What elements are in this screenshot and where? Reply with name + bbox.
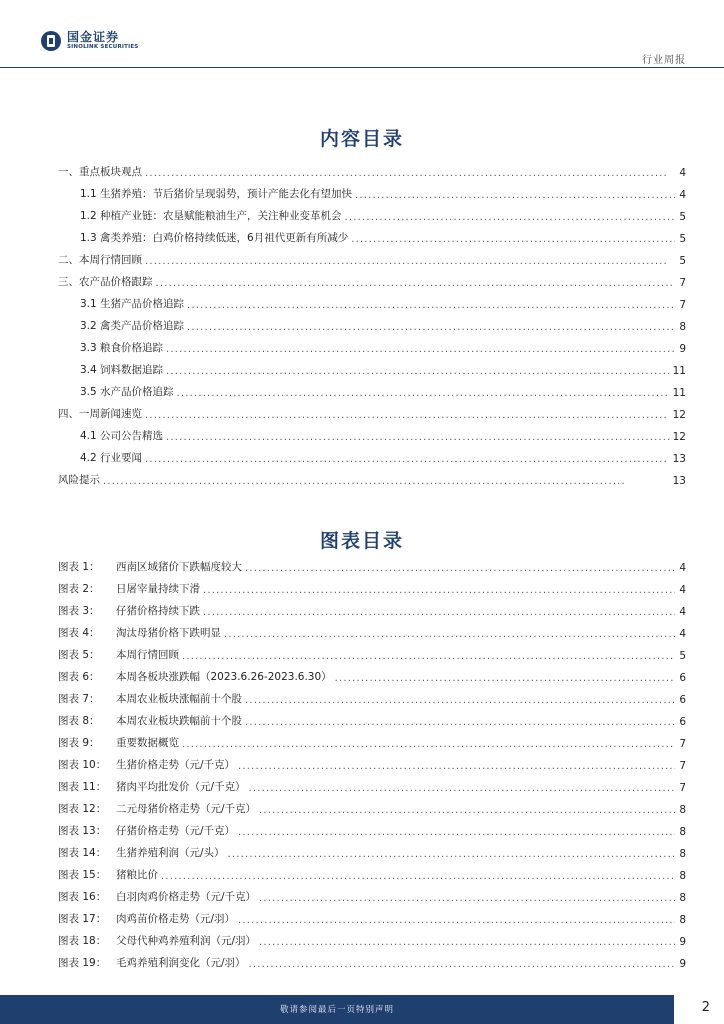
figure-number: 图表 18： — [58, 935, 107, 947]
entry-page-number: 5 — [679, 233, 686, 245]
entry-label: 风险提示 — [58, 474, 100, 486]
entry-page-number: 8 — [679, 914, 686, 926]
dot-leader — [145, 454, 670, 465]
entry-label: 4.2 行业要闻 — [80, 452, 143, 464]
figure-entry[interactable] — [58, 926, 686, 948]
entry-label: 一、重点板块观点 — [58, 166, 142, 178]
figure-number: 图表 17： — [58, 913, 107, 925]
sinolink-logo — [40, 30, 138, 52]
dot-leader — [224, 629, 675, 640]
figure-caption: 日屠宰量持续下滑 — [116, 583, 200, 595]
contents-entry[interactable] — [58, 443, 686, 465]
figure-number: 图表 16： — [58, 891, 107, 903]
contents-entry[interactable] — [58, 377, 686, 399]
entry-page-number: 13 — [672, 453, 686, 465]
dot-leader — [238, 761, 675, 772]
dot-leader — [345, 212, 675, 223]
entry-label — [58, 911, 235, 926]
dot-leader — [182, 739, 675, 750]
entry-label: 3.5 水产品价格追踪 — [80, 386, 174, 398]
dot-leader — [182, 651, 675, 662]
dot-leader — [166, 432, 670, 443]
entry-label — [58, 581, 200, 596]
dot-leader — [145, 410, 670, 421]
figure-entry[interactable] — [58, 618, 686, 640]
dot-leader — [228, 849, 675, 860]
figure-caption: 猪粮比价 — [116, 869, 158, 881]
entry-page-number: 5 — [679, 650, 686, 662]
entry-label: 3.4 饲料数据追踪 — [80, 364, 164, 376]
entry-page-number: 5 — [679, 255, 686, 267]
contents-entry[interactable] — [58, 179, 686, 201]
entry-label — [58, 845, 225, 860]
figure-number: 图表 5： — [58, 649, 100, 661]
figure-caption: 仔猪价格走势（元/千克） — [116, 825, 236, 837]
entry-label — [58, 669, 332, 684]
entry-page-number: 7 — [679, 738, 686, 750]
entry-page-number: 7 — [679, 277, 686, 289]
entry-label: 二、本周行情回顾 — [58, 254, 142, 266]
dot-leader — [145, 256, 675, 267]
figure-number: 图表 10： — [58, 759, 107, 771]
dot-leader — [245, 695, 675, 706]
figure-caption: 生猪养殖利润（元/头） — [116, 847, 225, 859]
dot-leader — [166, 344, 675, 355]
contents-entry[interactable] — [58, 267, 686, 289]
contents-entry[interactable] — [58, 399, 686, 421]
dot-leader — [245, 563, 675, 574]
figure-caption: 肉鸡苗价格走势（元/羽） — [116, 913, 236, 925]
figure-number: 图表 14： — [58, 847, 107, 859]
entry-label — [58, 625, 221, 640]
contents-entry[interactable] — [58, 201, 686, 223]
figure-entry[interactable] — [58, 772, 686, 794]
contents-entry[interactable] — [58, 421, 686, 443]
entry-page-number: 4 — [679, 189, 686, 201]
figure-number: 图表 6： — [58, 671, 100, 683]
dot-leader — [166, 366, 670, 377]
figure-entry[interactable] — [58, 948, 686, 970]
dot-leader — [238, 915, 675, 926]
entry-page-number: 7 — [679, 760, 686, 772]
figure-number: 图表 12： — [58, 803, 107, 815]
figure-number: 图表 13： — [58, 825, 107, 837]
page-number: 2 — [701, 1000, 710, 1015]
figure-entry[interactable] — [58, 662, 686, 684]
dot-leader — [177, 388, 670, 399]
figure-number: 图表 9： — [58, 737, 100, 749]
figure-caption: 猪肉平均批发价（元/千克） — [116, 781, 246, 793]
entry-page-number: 8 — [679, 826, 686, 838]
dot-leader — [335, 673, 675, 684]
dot-leader — [103, 476, 670, 487]
dot-leader — [351, 234, 675, 245]
figure-entry[interactable] — [58, 750, 686, 772]
entry-label — [58, 713, 242, 728]
page-header — [0, 0, 724, 68]
entry-page-number: 13 — [672, 475, 686, 487]
figure-number: 图表 4： — [58, 627, 100, 639]
entry-label — [58, 955, 246, 970]
figure-caption: 本周各板块涨跌幅（2023.6.26-2023.6.30） — [116, 671, 332, 683]
dot-leader — [259, 893, 675, 904]
entry-page-number: 7 — [679, 299, 686, 311]
contents-entry[interactable] — [58, 289, 686, 311]
logo-en-text: SINOLINK SECURITIES — [67, 44, 139, 51]
figure-entry[interactable] — [58, 596, 686, 618]
dot-leader — [187, 300, 675, 311]
entry-label: 3.3 粮食价格追踪 — [80, 342, 164, 354]
entry-page-number: 8 — [679, 870, 686, 882]
figure-caption: 本周农业板块跌幅前十个股 — [116, 715, 242, 727]
figure-entry[interactable] — [58, 684, 686, 706]
figure-entry[interactable] — [58, 552, 686, 574]
entry-label — [58, 867, 158, 882]
figure-number: 图表 2： — [58, 583, 100, 595]
figure-caption: 毛鸡养殖利润变化（元/羽） — [116, 957, 246, 969]
figure-caption: 本周农业板块涨幅前十个股 — [116, 693, 242, 705]
entry-page-number: 8 — [679, 848, 686, 860]
figure-number: 图表 7： — [58, 693, 100, 705]
figure-caption: 二元母猪价格走势（元/千克） — [116, 803, 257, 815]
entry-page-number: 6 — [679, 672, 686, 684]
figure-caption: 本周行情回顾 — [116, 649, 179, 661]
entry-label: 1.3 禽类养殖：白鸡价格持续低迷，6月祖代更新有所减少 — [80, 232, 349, 244]
report-type: 行业周报 — [642, 55, 686, 66]
dot-leader — [249, 959, 675, 970]
entry-label — [58, 779, 246, 794]
entry-page-number: 9 — [679, 958, 686, 970]
figures-title: 图表目录 — [319, 530, 404, 552]
entry-label: 3.1 生猪产品价格追踪 — [80, 298, 185, 310]
entry-page-number: 4 — [679, 606, 686, 618]
figure-entry[interactable] — [58, 904, 686, 926]
entry-label — [58, 889, 256, 904]
figures-list — [58, 552, 686, 970]
dot-leader — [249, 783, 675, 794]
sinolink-logo-icon — [40, 30, 62, 52]
entry-page-number: 4 — [679, 562, 686, 574]
entry-page-number: 8 — [679, 804, 686, 816]
entry-page-number: 4 — [679, 628, 686, 640]
contents-entry[interactable] — [58, 333, 686, 355]
footer-disclaimer: 敬请参阅最后一页特别声明 — [279, 1005, 394, 1015]
figure-number: 图表 8： — [58, 715, 100, 727]
entry-page-number: 12 — [672, 431, 686, 443]
contents-entry[interactable] — [58, 311, 686, 333]
entry-label — [58, 757, 235, 772]
dot-leader — [355, 190, 675, 201]
dot-leader — [238, 827, 675, 838]
entry-page-number: 9 — [679, 936, 686, 948]
figure-entry[interactable] — [58, 794, 686, 816]
entry-label — [58, 801, 256, 816]
figure-number: 图表 3： — [58, 605, 100, 617]
figure-number: 图表 19： — [58, 957, 107, 969]
figure-caption: 父母代种鸡养殖利润（元/羽） — [116, 935, 257, 947]
figure-caption: 淘汰母猪价格下跌明显 — [116, 627, 221, 639]
figure-caption: 仔猪价格持续下跌 — [116, 605, 200, 617]
entry-page-number: 11 — [672, 365, 686, 377]
dot-leader — [156, 278, 676, 289]
dot-leader — [203, 585, 675, 596]
contents-list — [58, 157, 686, 487]
entry-label: 四、一周新闻速览 — [58, 408, 142, 420]
figure-caption: 重要数据概览 — [116, 737, 179, 749]
figure-caption: 白羽肉鸡价格走势（元/千克） — [116, 891, 257, 903]
entry-label — [58, 647, 179, 662]
header-divider — [0, 67, 724, 68]
entry-page-number: 12 — [672, 409, 686, 421]
figure-caption: 西南区域猪价下跌幅度较大 — [116, 561, 242, 573]
dot-leader — [161, 871, 675, 882]
entry-label: 1.1 生猪养殖：节后猪价呈现弱势，预计产能去化有望加快 — [80, 188, 353, 200]
entry-label: 三、农产品价格跟踪 — [58, 276, 153, 288]
entry-page-number: 7 — [679, 782, 686, 794]
figure-number: 图表 15： — [58, 869, 107, 881]
figure-number: 图表 11： — [58, 781, 107, 793]
dot-leader — [259, 805, 675, 816]
entry-page-number: 8 — [679, 892, 686, 904]
entry-label — [58, 559, 242, 574]
contents-entry[interactable] — [58, 465, 686, 487]
figure-entry[interactable] — [58, 706, 686, 728]
contents-entry[interactable] — [58, 223, 686, 245]
entry-label — [58, 823, 235, 838]
dot-leader — [245, 717, 675, 728]
logo-cn-text: 国金证券 — [67, 30, 120, 45]
entry-page-number: 6 — [679, 716, 686, 728]
dot-leader — [259, 937, 675, 948]
entry-page-number: 11 — [672, 387, 686, 399]
contents-entry[interactable] — [58, 157, 686, 179]
contents-title: 内容目录 — [319, 128, 404, 150]
figure-entry[interactable] — [58, 882, 686, 904]
contents-entry[interactable] — [58, 245, 686, 267]
entry-page-number: 5 — [679, 211, 686, 223]
figure-entry[interactable] — [58, 640, 686, 662]
entry-page-number: 8 — [679, 321, 686, 333]
entry-label: 3.2 禽类产品价格追踪 — [80, 320, 185, 332]
entry-label — [58, 735, 179, 750]
entry-label — [58, 933, 256, 948]
entry-page-number: 6 — [679, 694, 686, 706]
figure-entry[interactable] — [58, 728, 686, 750]
dot-leader — [203, 607, 675, 618]
entry-label: 4.1 公司公告精选 — [80, 430, 164, 442]
dot-leader — [145, 168, 675, 179]
entry-page-number: 4 — [679, 167, 686, 179]
figure-entry[interactable] — [58, 574, 686, 596]
figure-caption: 生猪价格走势（元/千克） — [116, 759, 236, 771]
figure-entry[interactable] — [58, 860, 686, 882]
entry-page-number: 4 — [679, 584, 686, 596]
entry-page-number: 9 — [679, 343, 686, 355]
figure-number: 图表 1： — [58, 561, 100, 573]
entry-label: 1.2 种植产业链：农垦赋能粮油生产，关注种业变革机会 — [80, 210, 342, 222]
contents-entry[interactable] — [58, 355, 686, 377]
entry-label — [58, 603, 200, 618]
figure-entry[interactable] — [58, 838, 686, 860]
figure-entry[interactable] — [58, 816, 686, 838]
dot-leader — [187, 322, 675, 333]
entry-label — [58, 691, 242, 706]
